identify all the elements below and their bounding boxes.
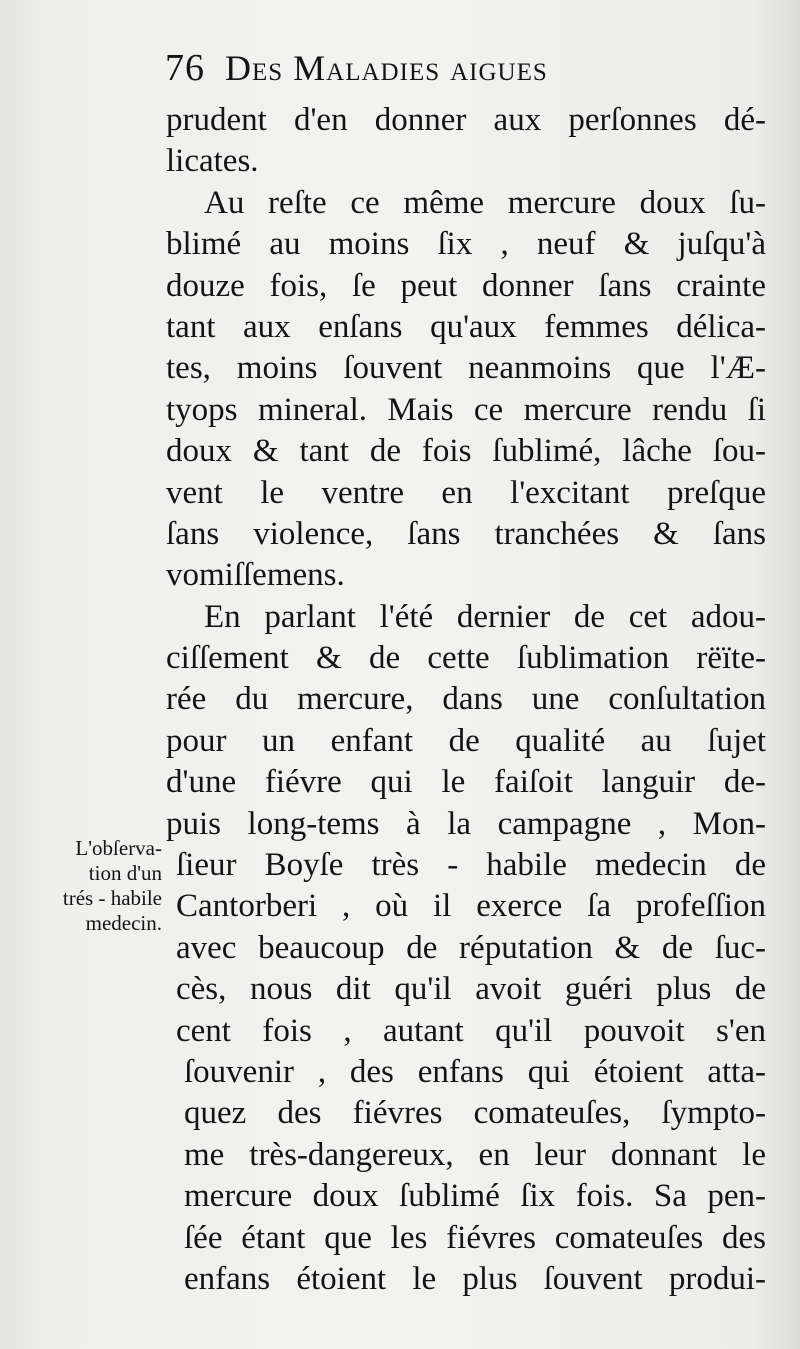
- text-line: tes, moins ſouvent neanmoins que l'Æ-: [166, 350, 766, 387]
- body-text: [166, 100, 766, 1300]
- text-line: mercure doux ſublimé ſix fois. Sa pen-: [184, 1178, 766, 1215]
- text-line: Au reſte ce même mercure doux ſu-: [204, 184, 766, 221]
- text-line: pour un enfant de qualité au ſujet: [166, 722, 766, 759]
- text-line: vent le ventre en l'excitant preſque: [166, 474, 766, 511]
- text-line: douze fois, ſe peut donner ſans crainte: [166, 267, 766, 304]
- text-line: Cantorberi , où il exerce ſa profeſſion: [176, 888, 766, 925]
- text-line: quez des fiévres comateuſes, ſympto-: [184, 1095, 766, 1132]
- text-line: tant aux enſans qu'aux femmes délica-: [166, 308, 766, 345]
- text-line: cès, nous dit qu'il avoit guéri plus de: [176, 971, 766, 1008]
- text-line: vomiſſemens.: [166, 557, 345, 594]
- text-line: puis long-tems à la campagne , Mon-: [166, 805, 766, 842]
- text-line: doux & tant de fois ſublimé, lâche ſou-: [166, 433, 766, 470]
- margin-note-line: tion d'un: [88, 861, 162, 885]
- margin-note-line: trés - habile: [62, 886, 162, 910]
- running-title: Des Maladies aigues: [225, 48, 548, 88]
- text-line: enfans étoient le plus ſouvent produi-: [184, 1260, 766, 1297]
- text-line: ſée étant que les fiévres comateuſes des: [184, 1219, 766, 1256]
- text-line: blimé au moins ſix , neuf & juſqu'à: [166, 226, 766, 263]
- margin-note: [22, 836, 162, 936]
- page-number: 76: [165, 47, 205, 89]
- text-line: ſieur Boyſe très - habile medecin de: [176, 847, 766, 884]
- text-line: ciſſement & de cette ſublimation rëïte-: [166, 640, 766, 677]
- text-line: tyops mineral. Mais ce mercure rendu ſi: [166, 391, 766, 428]
- text-line: avec beaucoup de réputation & de ſuc-: [176, 929, 766, 966]
- margin-note-line: medecin.: [85, 911, 162, 935]
- text-line: rée du mercure, dans une conſultation: [166, 681, 766, 718]
- text-line: me très-dangereux, en leur donnant le: [184, 1136, 766, 1173]
- text-line: En parlant l'été dernier de cet adou-: [204, 598, 766, 635]
- text-line: d'une fiévre qui le faiſoit languir de-: [166, 764, 766, 801]
- text-line: ſans violence, ſans tranchées & ſans: [166, 515, 766, 552]
- text-line: ſouvenir , des enfans qui étoient atta-: [184, 1053, 766, 1090]
- text-line: cent fois , autant qu'il pouvoit s'en: [176, 1012, 766, 1049]
- text-line: licates.: [166, 143, 259, 180]
- page-header: [165, 46, 775, 98]
- margin-note-line: L'obſerva-: [75, 836, 162, 860]
- text-line: prudent d'en donner aux perſonnes dé-: [166, 102, 766, 138]
